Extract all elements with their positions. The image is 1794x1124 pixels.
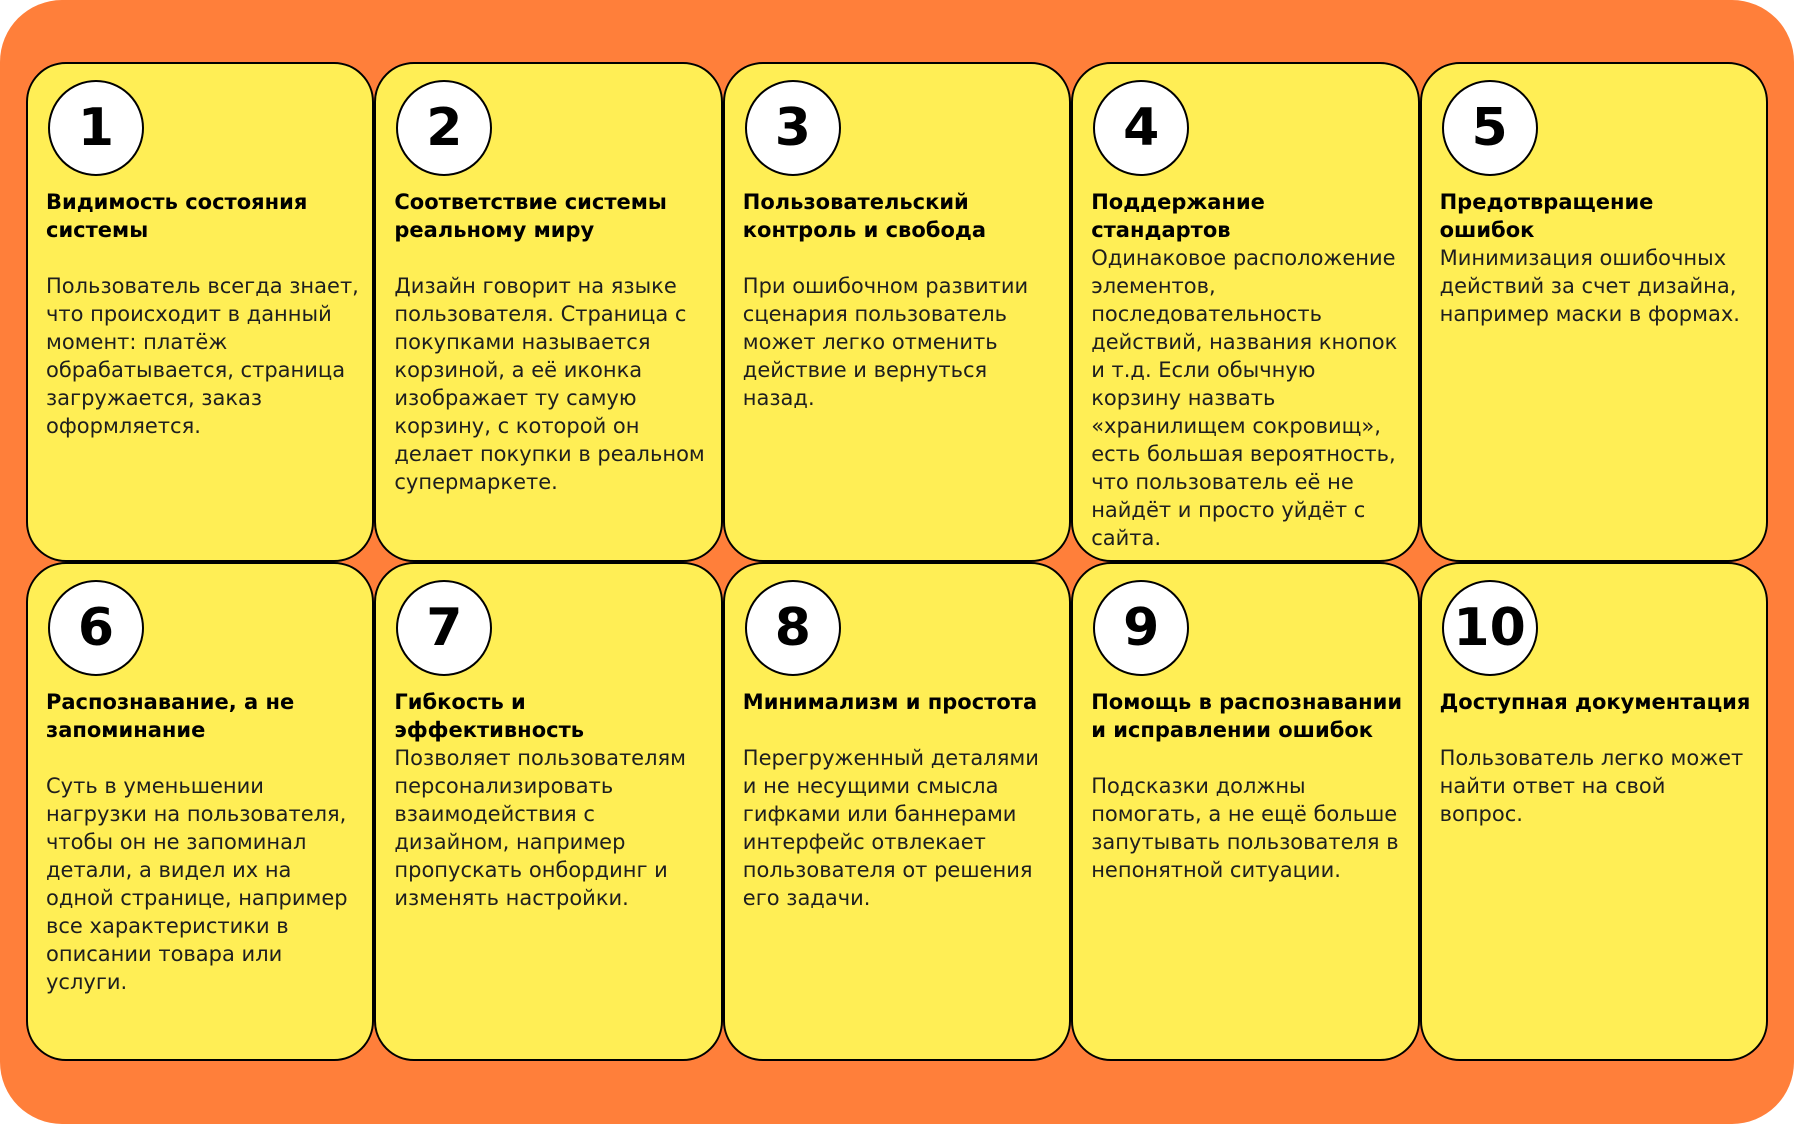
heuristic-card-7 (374, 562, 722, 1062)
card-description: Дизайн говорит на языке пользователя. Страница с покупками называется корзиной, а её иконка изображает ту самую корзину, с которой он делает покупки в реальном супермаркете. (394, 274, 705, 494)
heuristic-card-5 (1420, 62, 1768, 562)
card-title: Поддержание стандартов (1091, 190, 1265, 242)
card-title: Помощь в распознавании и исправлении ошибок (1091, 689, 1403, 742)
card-title: Видимость состояния системы (46, 190, 308, 242)
card-description: При ошибочном развитии сценария пользователь может легко отменить действие и вернуться назад. (742, 274, 1029, 410)
number-badge: 8 (745, 580, 841, 676)
card-title: Распознавание, а не запоминание (46, 689, 295, 742)
heuristic-card-8 (723, 562, 1071, 1062)
card-title: Гибкость и эффективность (394, 689, 585, 742)
card-description: Суть в уменьшении нагрузки на пользователя, чтобы он не запоминал детали, а видел их на одной странице, например все характеристики в описании товара или услуги. (46, 773, 348, 994)
card-title: Предотвращение ошибок (1439, 190, 1654, 242)
card-title: Минимализм и простота (742, 689, 1038, 714)
card-description: Позволяет пользователям персонализировать взаимодействия с дизайном, например пропускать онбординг и изменять настройки. (394, 745, 686, 910)
number-badge: 1 (48, 80, 144, 176)
card-title: Доступная документация (1439, 689, 1751, 714)
number-badge: 6 (48, 580, 144, 676)
card-title: Пользовательский контроль и свобода (742, 190, 986, 242)
heuristic-card-10 (1420, 562, 1768, 1062)
card-description: Пользователь легко может найти ответ на свой вопрос. (1439, 745, 1744, 826)
number-badge: 2 (396, 80, 492, 176)
heuristic-card-1 (26, 62, 374, 562)
heuristic-card-4 (1071, 62, 1419, 562)
heuristic-card-3 (723, 62, 1071, 562)
heuristic-card-6 (26, 562, 374, 1062)
heuristic-card-9 (1071, 562, 1419, 1062)
card-description: Пользователь всегда знает, что происходит в данный момент: платёж обрабатывается, страница загружается, заказ оформляется. (46, 274, 359, 438)
card-description: Перегруженный деталями и не несущими смысла гифками или баннерами интерфейс отвлекает пользователя от решения его задачи. (742, 745, 1039, 910)
card-description: Минимизация ошибочных действий за счет дизайна, например маски в формах. (1439, 246, 1740, 326)
heuristic-card-2 (374, 62, 722, 562)
card-description: Подсказки должны помогать, а не ещё больше запутывать пользователя в непонятной ситуации. (1091, 773, 1399, 882)
number-badge: 7 (396, 580, 492, 676)
number-badge: 4 (1093, 80, 1189, 176)
card-description: Одинаковое расположение элементов, последовательность действий, названия кнопок и т.д. Если обычную корзину назвать «хранилищем сокровищ», есть большая вероятность, что пользователь её не найдёт и просто уйдёт с сайта. (1091, 246, 1398, 550)
card-title: Соответствие системы реальному миру (394, 190, 667, 242)
number-badge: 10 (1442, 580, 1538, 676)
number-badge: 5 (1442, 80, 1538, 176)
number-badge: 9 (1093, 580, 1189, 676)
heuristics-grid (26, 62, 1768, 1061)
number-badge: 3 (745, 80, 841, 176)
